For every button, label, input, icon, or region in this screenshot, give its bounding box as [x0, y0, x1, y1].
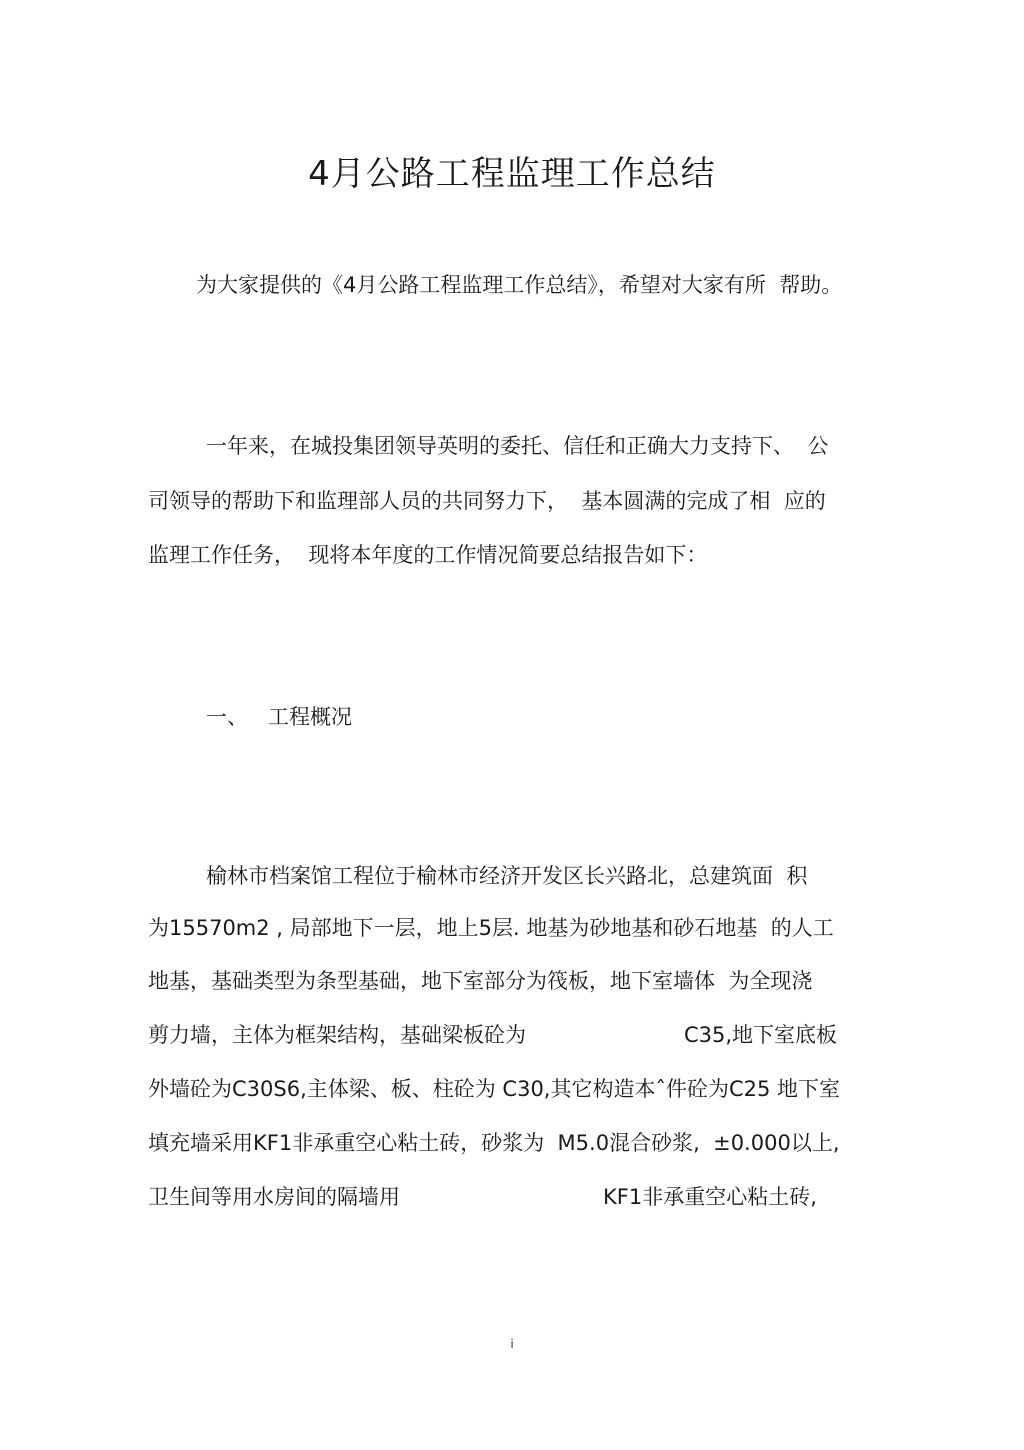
paragraph2-line-1: 榆林市档案馆工程位于榆林市经济开发区长兴路北，总建筑面 积	[206, 864, 808, 888]
paragraph2-line-7a: 卫生间等用水房间的隔墙用	[148, 1185, 400, 1209]
paragraph1-line-1: 一年来，在城投集团领导英明的委托、信任和正确大力支持下、 公	[206, 434, 829, 458]
page-number: i	[510, 1337, 514, 1351]
paragraph2-line-5: 外墙砼为C30S6,主体梁、板、柱砼为 C30,其它构造本ˆ件砼为C25 地下室	[148, 1077, 841, 1101]
paragraph1-line-2: 司领导的帮助下和监理部人员的共同努力下， 基本圆满的完成了相 应的	[148, 489, 826, 513]
paragraph2-line-2: 为15570m2 , 局部地下一层，地上5层. 地基为砂地基和砂石地基 的人工	[148, 916, 834, 940]
paragraph2-line-4a: 剪力墙，主体为框架结构，基础梁板砼为	[148, 1023, 526, 1047]
intro-line: 为大家提供的《4月公路工程监理工作总结》，希望对大家有所 帮助。	[196, 273, 843, 297]
paragraph2-line-7b: KF1非承重空心粘土砖,	[603, 1185, 817, 1209]
document-title: 4月公路工程监理工作总结	[308, 154, 716, 194]
paragraph2-line-6: 填充墙采用KF1非承重空心粘土砖，砂浆为 M5.0混合砂浆, ±0.000以上,	[148, 1131, 840, 1155]
section-heading: 一、 工程概况	[206, 705, 353, 729]
paragraph1-line-3: 监理工作任务， 现将本年度的工作情况简要总结报告如下：	[148, 543, 708, 567]
paragraph2-line-4b: C35,地下室底板	[684, 1023, 838, 1047]
paragraph2-line-3: 地基，基础类型为条型基础，地下室部分为筏板，地下室墙体 为全现浇	[148, 969, 813, 993]
